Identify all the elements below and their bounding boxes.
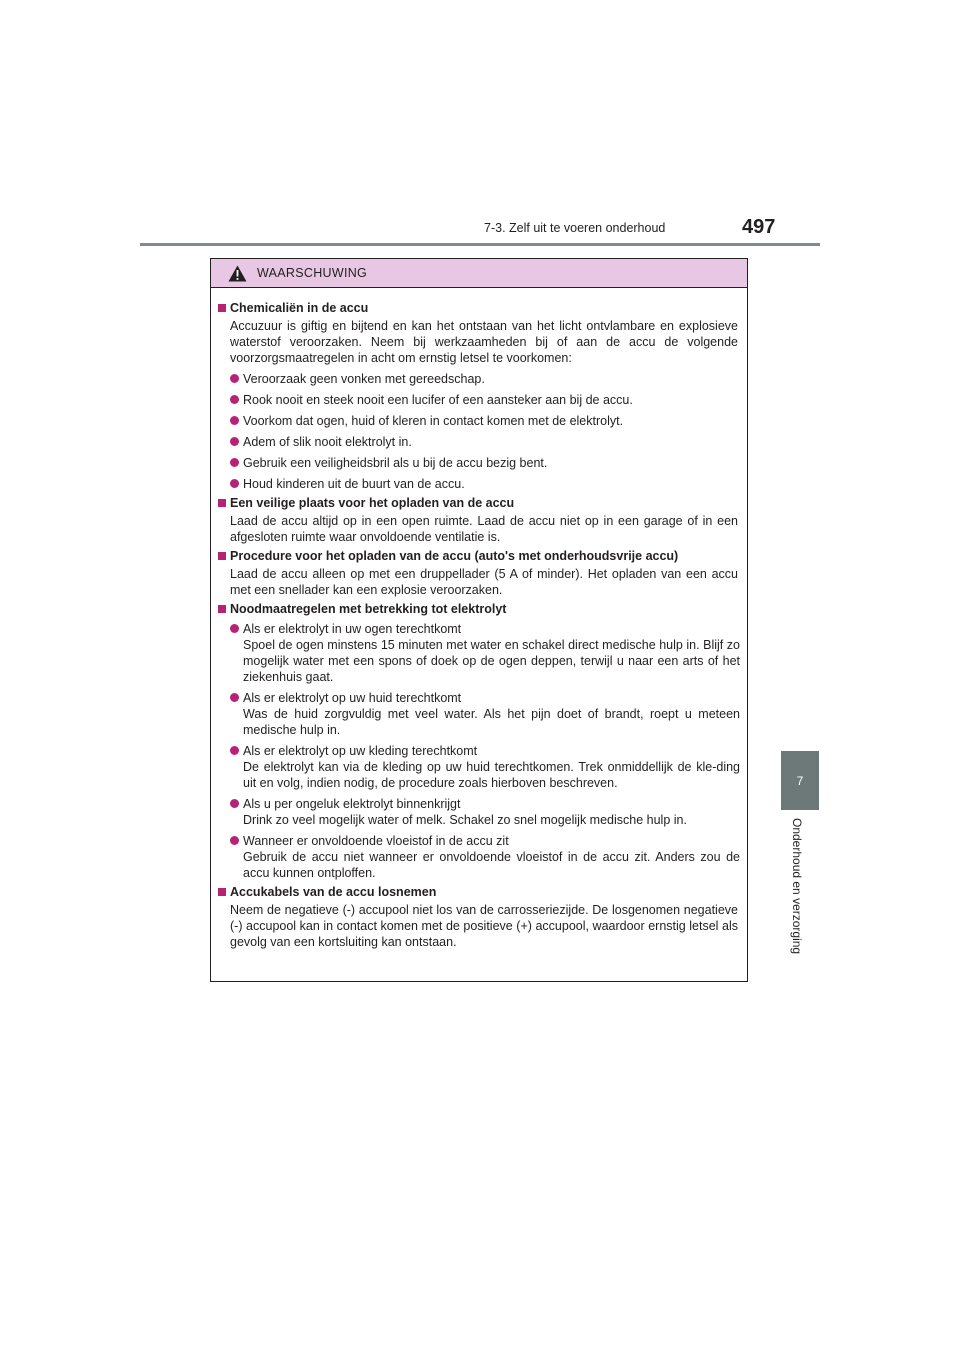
list-item-content bbox=[243, 833, 740, 881]
round-bullet-icon bbox=[230, 799, 239, 808]
list-item bbox=[230, 392, 740, 408]
round-bullet-icon bbox=[230, 458, 239, 467]
section-title: 7-3. Zelf uit te voeren onderhoud bbox=[484, 221, 666, 235]
list-item-title: Houd kinderen uit de buurt van de accu. bbox=[243, 477, 465, 491]
list-item-content bbox=[243, 434, 740, 450]
square-bullet-icon bbox=[218, 605, 226, 613]
section-heading-text: Noodmaatregelen met betrekking tot elektrolyt bbox=[230, 602, 507, 616]
list-item-content bbox=[243, 413, 740, 429]
list-item-title: Als er elektrolyt in uw ogen terechtkomt bbox=[243, 622, 462, 636]
section-text: Laad de accu altijd op in een open ruimte. Laad de accu niet op in een garage of in een afgesloten ruimte waar onvoldoende ventilatie is. bbox=[230, 514, 738, 544]
list-item-title: Rook nooit en steek nooit een lucifer of een aansteker aan bij de accu. bbox=[243, 393, 633, 407]
warning-section bbox=[218, 549, 740, 598]
warning-section bbox=[218, 301, 740, 492]
list-item-text: Gebruik de accu niet wanneer er onvoldoende vloeistof in de accu zit. Anders zou de accu kunnen ontploffen. bbox=[243, 850, 740, 880]
list-item bbox=[230, 476, 740, 492]
section-text: Laad de accu alleen op met een druppellader (5 A of minder). Het opladen van een accu met een snellader kan een explosie veroorzaken. bbox=[230, 567, 738, 597]
round-bullet-icon bbox=[230, 693, 239, 702]
list-item-content bbox=[243, 392, 740, 408]
warning-section bbox=[218, 602, 740, 881]
round-bullet-icon bbox=[230, 624, 239, 633]
list-item-content bbox=[243, 371, 740, 387]
square-bullet-icon bbox=[218, 304, 226, 312]
chapter-tab bbox=[781, 751, 819, 810]
list-item-title: Veroorzaak geen vonken met gereedschap. bbox=[243, 372, 485, 386]
list-item-content bbox=[243, 621, 740, 685]
section-heading bbox=[218, 549, 740, 563]
section-heading bbox=[218, 496, 740, 510]
list-item-title: Wanneer er onvoldoende vloeistof in de accu zit bbox=[243, 834, 509, 848]
list-item bbox=[230, 743, 740, 791]
list-item bbox=[230, 455, 740, 471]
list-item-text: De elektrolyt kan via de kleding op uw huid terechtkomen. Trek onmiddellijk de kle-ding uit en volg, indien nodig, de procedure zoals hierboven beschreven. bbox=[243, 760, 740, 790]
round-bullet-icon bbox=[230, 437, 239, 446]
chapter-label: Onderhoud en verzorging bbox=[790, 818, 804, 955]
section-heading-text: Een veilige plaats voor het opladen van de accu bbox=[230, 496, 515, 510]
list-item-content bbox=[243, 743, 740, 791]
list-item-title: Als u per ongeluk elektrolyt binnenkrijgt bbox=[243, 797, 461, 811]
list-item-content bbox=[243, 796, 740, 828]
list-item-text: Spoel de ogen minstens 15 minuten met water en schakel direct medische hulp in. Blijf zo mogelijk water met een spons of doek op de ogen deppen, terwijl u naar een arts of het ziekenhuis gaat. bbox=[243, 638, 740, 684]
list-item bbox=[230, 413, 740, 429]
warning-body bbox=[211, 288, 747, 950]
list-item-content bbox=[243, 455, 740, 471]
list-item bbox=[230, 796, 740, 828]
page-number: 497 bbox=[742, 216, 776, 238]
square-bullet-icon bbox=[218, 888, 226, 896]
chapter-number: 7 bbox=[796, 773, 804, 788]
warning-label: WAARSCHUWING bbox=[257, 266, 368, 280]
section-heading bbox=[218, 602, 740, 616]
round-bullet-icon bbox=[230, 395, 239, 404]
header-rule bbox=[140, 243, 820, 246]
list-item bbox=[230, 434, 740, 450]
section-heading bbox=[218, 885, 740, 899]
list-item bbox=[230, 833, 740, 881]
list-item-content bbox=[243, 476, 740, 492]
list-item bbox=[230, 371, 740, 387]
warning-header bbox=[211, 259, 747, 288]
section-text: Neem de negatieve (-) accupool niet los van de carrosseriezijde. De losgenomen negatieve (-) accupool kan in contact komen met de positieve (+) accupool, waardoor ernstig letsel als gevolg van een kortsluiting kan ontstaan. bbox=[230, 903, 738, 949]
list-item-title: Adem of slik nooit elektrolyt in. bbox=[243, 435, 412, 449]
warning-section bbox=[218, 885, 740, 950]
round-bullet-icon bbox=[230, 479, 239, 488]
round-bullet-icon bbox=[230, 416, 239, 425]
warning-triangle-icon bbox=[228, 265, 247, 282]
warning-section bbox=[218, 496, 740, 545]
list-item-text: Was de huid zorgvuldig met veel water. Als het pijn doet of brandt, roept u meteen medische hulp in. bbox=[243, 707, 740, 737]
section-heading-text: Accukabels van de accu losnemen bbox=[230, 885, 437, 899]
list-item bbox=[230, 621, 740, 685]
square-bullet-icon bbox=[218, 499, 226, 507]
section-text: Accuzuur is giftig en bijtend en kan het ontstaan van het licht ontvlambare en explosieve waterstof veroorzaken. Neem bij werkzaamheden bij of aan de accu de volgende voorzorgsmaatregelen in acht om ernstig letsel te voorkomen: bbox=[230, 319, 738, 365]
list-item-title: Voorkom dat ogen, huid of kleren in contact komen met de elektrolyt. bbox=[243, 414, 624, 428]
warning-box bbox=[210, 258, 748, 982]
list-item-title: Als er elektrolyt op uw kleding terechtkomt bbox=[243, 744, 478, 758]
section-heading-text: Procedure voor het opladen van de accu (auto's met onderhoudsvrije accu) bbox=[230, 549, 679, 563]
list-item-title: Gebruik een veiligheidsbril als u bij de accu bezig bent. bbox=[243, 456, 548, 470]
list-item bbox=[230, 690, 740, 738]
round-bullet-icon bbox=[230, 374, 239, 383]
round-bullet-icon bbox=[230, 746, 239, 755]
square-bullet-icon bbox=[218, 552, 226, 560]
section-heading bbox=[218, 301, 740, 315]
round-bullet-icon bbox=[230, 836, 239, 845]
list-item-text: Drink zo veel mogelijk water of melk. Schakel zo snel mogelijk medische hulp in. bbox=[243, 813, 687, 827]
list-item-title: Als er elektrolyt op uw huid terechtkomt bbox=[243, 691, 462, 705]
list-item-content bbox=[243, 690, 740, 738]
section-heading-text: Chemicaliën in de accu bbox=[230, 301, 369, 315]
